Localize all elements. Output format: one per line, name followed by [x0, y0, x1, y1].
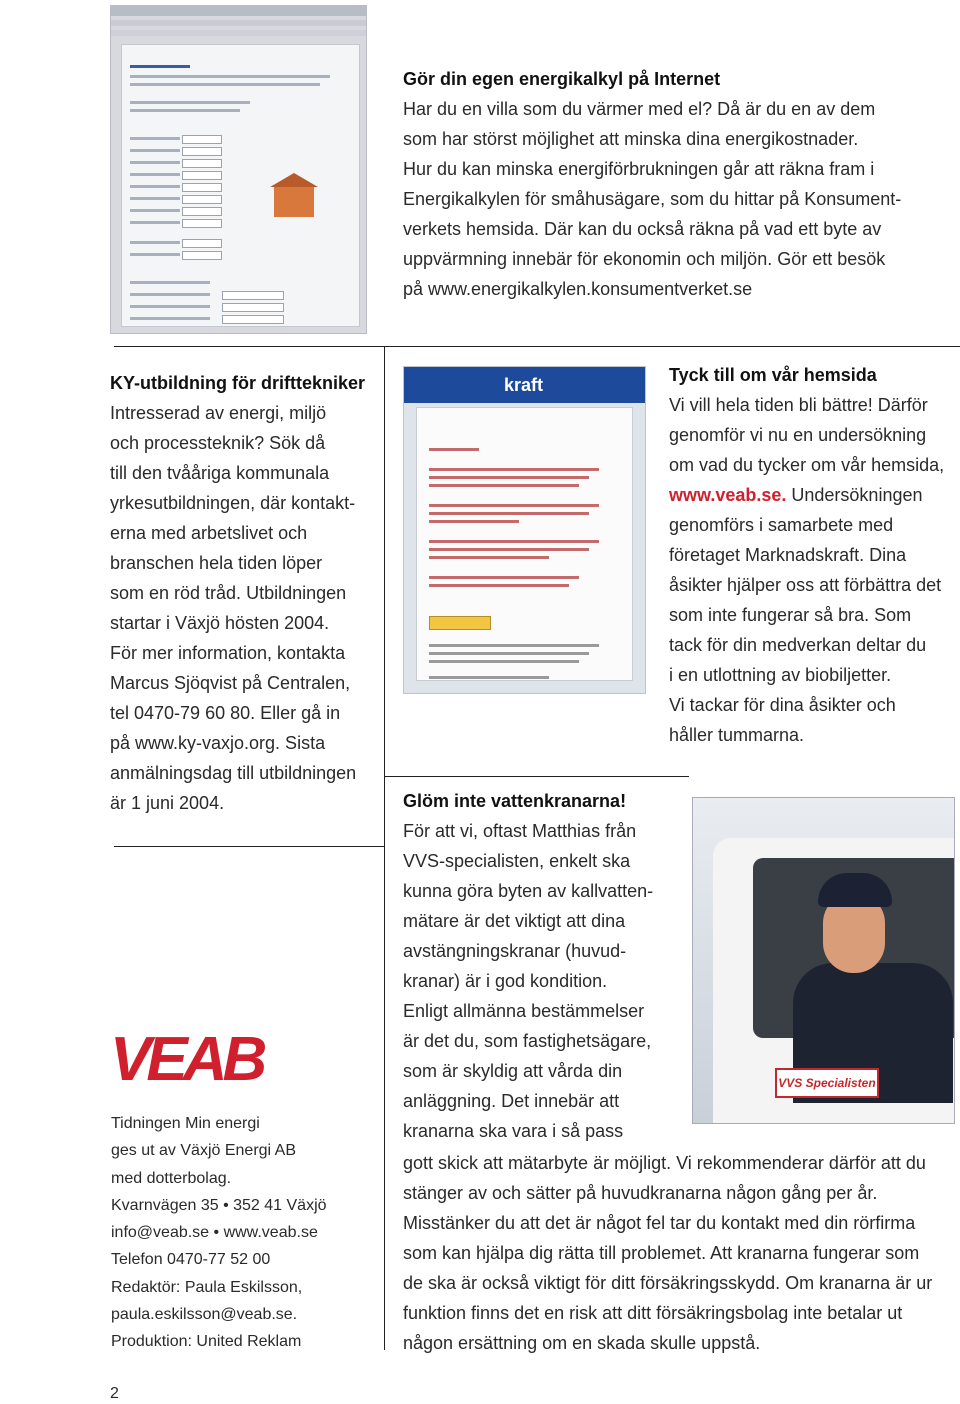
survey-link-rest: Undersökningen [786, 485, 923, 505]
water-line: som kan hjälpa dig rätta till problemet. Att kranarna fungerar som [403, 1243, 920, 1263]
divider-vertical [384, 346, 385, 1350]
colophon [111, 1110, 381, 1356]
colophon-line: med dotterbolag. [111, 1169, 232, 1187]
energy-section [403, 64, 953, 304]
energy-line: Energikalkylen för småhusägare, som du hittar på Konsument- [403, 189, 902, 209]
divider-left [114, 846, 384, 847]
water-section [403, 786, 693, 1146]
ky-line: på www.ky-vaxjo.org. Sista [110, 733, 326, 753]
page-number: 2 [110, 1385, 119, 1402]
water-line: funktion finns det en risk att ditt försäkringsbolag inte betalar ut [403, 1303, 903, 1323]
ky-line: branschen hela tiden löper [110, 553, 323, 573]
ky-line: anmälningsdag till utbildningen [110, 763, 357, 783]
water-line: som är skyldig att vårda din [403, 1061, 623, 1081]
divider-top [114, 346, 960, 347]
ky-line: startar i Växjö hösten 2004. [110, 613, 330, 633]
veab-logo-text: VEAB [110, 1028, 263, 1088]
water-line: mätare är det viktigt att dina [403, 911, 626, 931]
water-heading: Glöm inte vattenkranarna! [403, 791, 627, 811]
survey-line: tack för din medverkan deltar du [669, 635, 927, 655]
energy-line: verkets hemsida. Där kan du också räkna på vad ett byte av [403, 219, 882, 239]
survey-line: åsikter hjälper oss att förbättra det [669, 575, 942, 595]
ky-line: erna med arbetslivet och [110, 523, 308, 543]
water-line: För att vi, oftast Matthias från [403, 821, 637, 841]
survey-button [429, 616, 491, 630]
colophon-line: ges ut av Växjö Energi AB [111, 1142, 296, 1160]
survey-screenshot [403, 366, 646, 694]
survey-line: genomför vi nu en undersökning [669, 425, 927, 445]
energy-heading: Gör din egen energikalkyl på Internet [403, 69, 721, 89]
water-line: de ska är också viktigt för ditt försäkringsskydd. Om kranarna är ur [403, 1273, 933, 1293]
survey-logo-text: kraft [504, 375, 544, 395]
survey-heading: Tyck till om vår hemsida [669, 365, 877, 385]
survey-line: som inte fungerar så bra. Som [669, 605, 912, 625]
survey-line: i en utlottning av biobiljetter. [669, 665, 892, 685]
water-line: Enligt allmänna bestämmelser [403, 1001, 645, 1021]
water-line: gott skick att mätarbyte är möjligt. Vi rekommenderar därför att du [403, 1153, 926, 1173]
divider-right [384, 776, 689, 777]
plumber-photo [692, 797, 955, 1124]
water-line: är det du, som fastighetsägare, [403, 1031, 652, 1051]
survey-line: genomförs i samarbete med [669, 515, 894, 535]
ky-line: För mer information, kontakta [110, 643, 346, 663]
ky-line: och processteknik? Sök då [110, 433, 326, 453]
ky-line: yrkesutbildningen, där kontakt- [110, 493, 356, 513]
survey-section [669, 360, 960, 750]
energy-line: Hur du kan minska energiförbrukningen går att räkna fram i [403, 159, 875, 179]
water-section-wide [403, 1148, 960, 1358]
colophon-line: Produktion: United Reklam [111, 1333, 302, 1351]
ky-heading: KY-utbildning för drifttekniker [110, 373, 365, 393]
energy-line: uppvärmning innebär för ekonomin och miljön. Gör ett besök [403, 249, 886, 269]
ky-line: Intresserad av energi, miljö [110, 403, 327, 423]
colophon-line: Kvarnvägen 35 • 352 41 Växjö [111, 1196, 327, 1214]
colophon-line: Tidningen Min energi [111, 1115, 260, 1132]
water-line: avstängningskranar (huvud- [403, 941, 627, 961]
ky-line: till den tvååriga kommunala [110, 463, 330, 483]
ky-line: som en röd tråd. Utbildningen [110, 583, 347, 603]
water-line: någon ersättning om en skada skulle uppstå. [403, 1333, 761, 1353]
water-line: stänger av och sätter på huvudkranarna någon gång per år. [403, 1183, 878, 1203]
colophon-line[interactable]: paula.eskilsson@veab.se. [111, 1306, 298, 1324]
survey-line: håller tummarna. [669, 725, 805, 745]
van-decal: VVS Specialisten [775, 1068, 879, 1098]
survey-link-line [669, 480, 960, 510]
water-line: VVS-specialisten, enkelt ska [403, 851, 631, 871]
energy-link[interactable]: på www.energikalkylen.konsumentverket.se [403, 279, 753, 299]
colophon-line: Telefon 0470-77 52 00 [111, 1251, 271, 1269]
water-line: kranarna ska vara i så pass [403, 1121, 624, 1141]
water-line: kranar) är i god kondition. [403, 971, 608, 991]
energikalkyl-screenshot [110, 5, 367, 334]
water-line: anläggning. Det innebär att [403, 1091, 620, 1111]
house-icon [274, 187, 314, 217]
colophon-line: Redaktör: Paula Eskilsson, [111, 1278, 303, 1296]
survey-line: om vad du tycker om vår hemsida, [669, 455, 945, 475]
energy-line: som har störst möjlighet att minska dina energikostnader. [403, 129, 859, 149]
ky-line: tel 0470-79 60 80. Eller gå in [110, 703, 341, 723]
survey-line: Vi tackar för dina åsikter och [669, 695, 896, 715]
colophon-line[interactable]: info@veab.se • www.veab.se [111, 1224, 318, 1242]
survey-line: Vi vill hela tiden bli bättre! Därför [669, 395, 928, 415]
veab-link[interactable]: www.veab.se. [669, 485, 787, 505]
energy-line: Har du en villa som du värmer med el? Då är du en av dem [403, 99, 876, 119]
ky-line: Marcus Sjöqvist på Centralen, [110, 673, 351, 693]
water-line: Misstänker du att det är något fel tar du kontakt med din rörfirma [403, 1213, 916, 1233]
water-line: kunna göra byten av kallvatten- [403, 881, 654, 901]
survey-line: företaget Marknadskraft. Dina [669, 545, 907, 565]
veab-logo [110, 1028, 270, 1088]
ky-section [110, 368, 382, 818]
ky-line: är 1 juni 2004. [110, 793, 225, 813]
